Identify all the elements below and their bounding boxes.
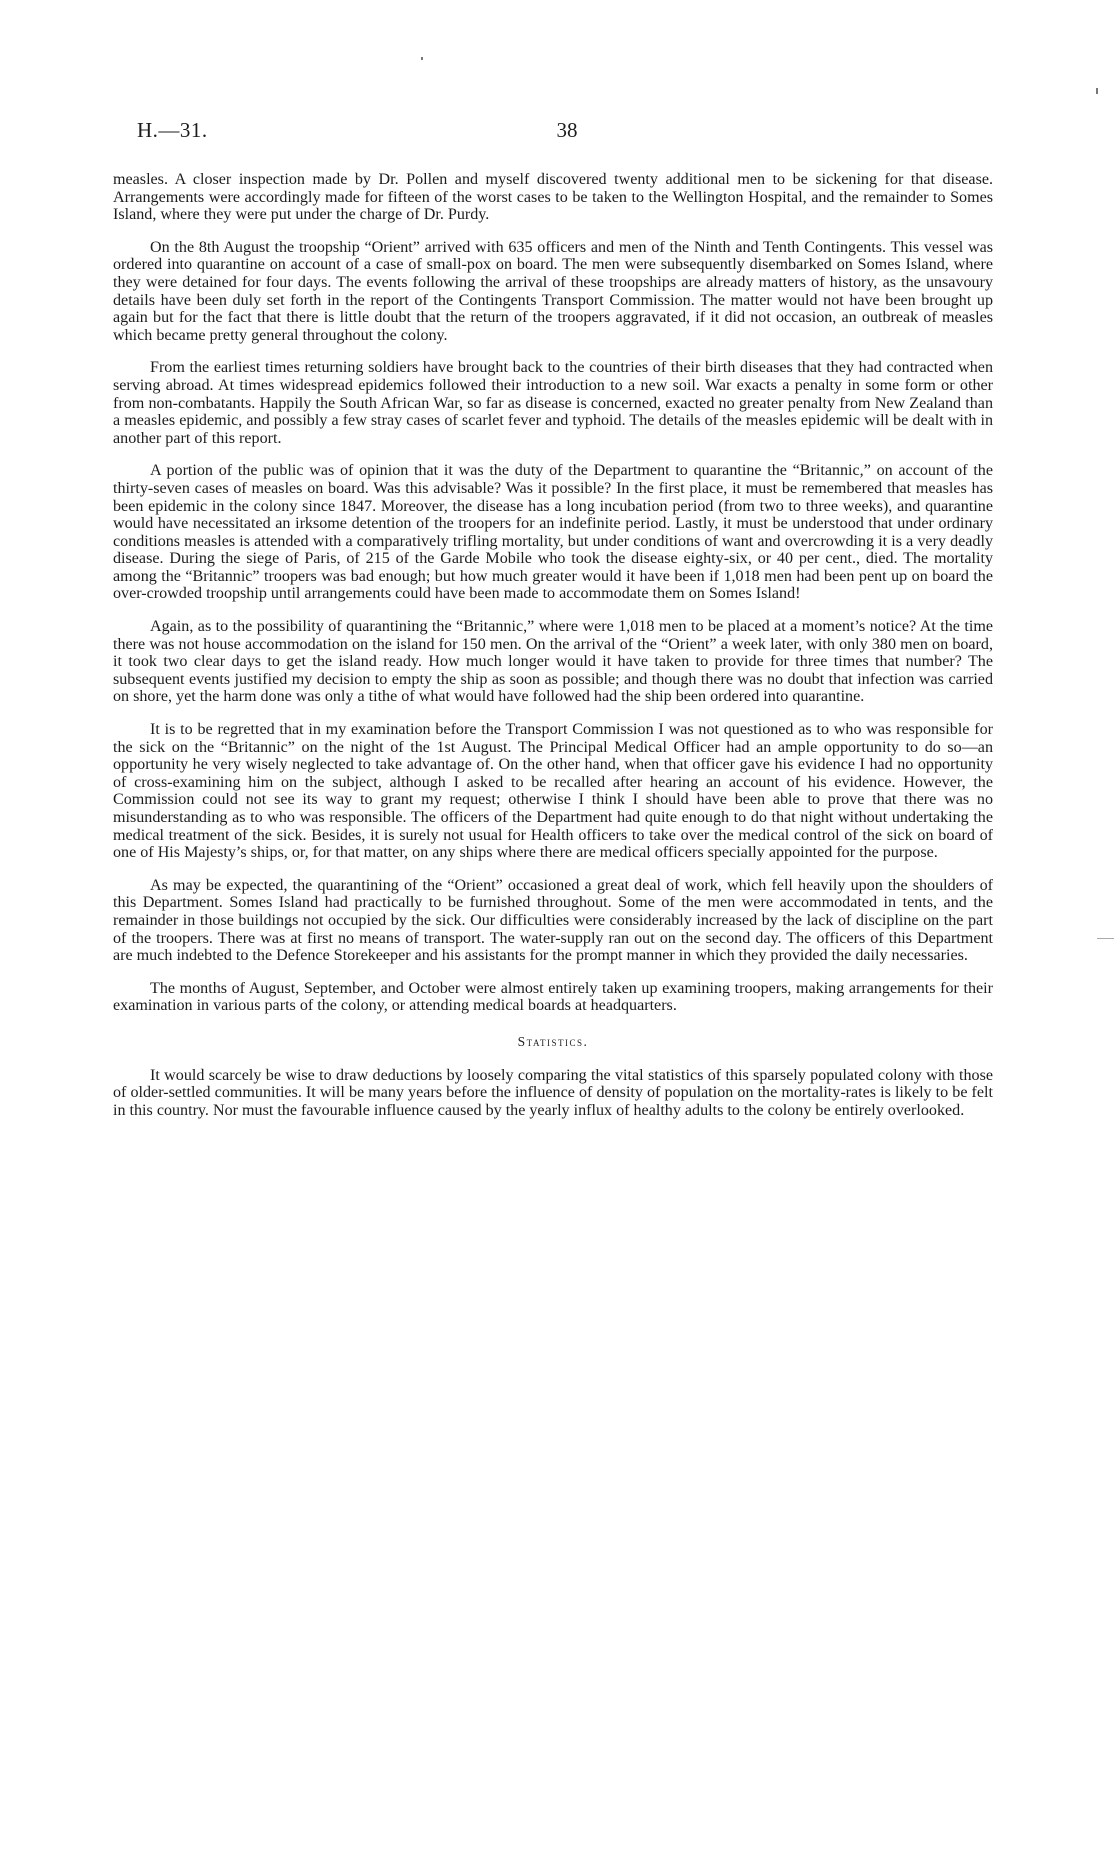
- paragraph-transport-commission: It is to be regretted that in my examination before the Transport Commission I was not questioned as to who was responsible for the sick on the “Britannic” on the night of the 1st August. The Principal Medical Officer had an ample opportunity to do so—an opportunity he very wisely neglected to take advantage of. On the other hand, when that officer gave his evidence I had no opportunity of cross-examining him on the subject, although I asked to be recalled after hearing an account of his evidence. However, the Commission could not see its way to grant my request; otherwise I think I should have been able to prove that there was no misunderstanding as to who was responsible. The officers of the Department had quite enough to do that night without undertaking the medical treatment of the sick. Besides, it is surely not usual for Health officers to take over the medical control of the sick on board of one of His Majesty’s ships, or, for that matter, on any ships where there are medical officers specially appointed for the purpose.: [113, 721, 993, 862]
- paragraph-orient-quarantine: As may be expected, the quarantining of the “Orient” occasioned a great deal of work, which fell heavily upon the shoulders of this Department. Somes Island had practically to be furnished throughout. Some of the men were accommodated in tents, and the remainder in those buildings not occupied by the sick. Our difficulties were considerably increased by the lack of discipline on the part of the troopers. There was at first no means of transport. The water-supply ran out on the second day. The officers of this Department are much indebted to the Defence Storekeeper and his assistants for the prompt manner in which they provided the daily necessaries.: [113, 876, 993, 965]
- paragraph-examinations: The months of August, September, and October were almost entirely taken up examining troopers, making arrangements for their examination in various parts of the colony, or attending medical boards at headquarters.: [113, 979, 993, 1015]
- paragraph-continuation: measles. A closer inspection made by Dr. Pollen and myself discovered twenty additional men to be sickening for that disease. Arrangements were accordingly made for fifteen of the worst cases to be taken to the Wellington Hospital, and the remainder to Somes Island, where they were put under the charge of Dr. Purdy.: [113, 171, 993, 224]
- body-text: [113, 171, 993, 1134]
- scan-speck: [421, 57, 423, 60]
- section-heading-statistics: Statistics.: [517, 1033, 589, 1049]
- paragraph-orient-arrival: On the 8th August the troopship “Orient” arrived with 635 officers and men of the Ninth and Tenth Contingents. This vessel was ordered into quarantine on account of a case of small-pox on board. The men were subsequently disembarked on Somes Island, where they were detained for four days. The events following the arrival of these troopships are already matters of history, as the unsavoury details have been duly set forth in the report of the Contingents Transport Commission. The matter would not have been brought up again but for the fact that there is little doubt that the return of the troopers aggravated, if it did not occasion, an outbreak of measles which became pretty general throughout the colony.: [113, 238, 993, 344]
- scan-margin-mark: [1097, 938, 1114, 939]
- paragraph-quarantine-opinion: A portion of the public was of opinion that it was the duty of the Department to quarantine the “Britannic,” on account of the thirty-seven cases of measles on board. Was this advisable? Was it possible? In the first place, it must be remembered that measles has been epidemic in the colony since 1847. Moreover, the disease has a long incubation period (from two to three weeks), and quarantine would have necessitated an irksome detention of the troopers for an indefinite period. Lastly, it must be understood that under ordinary conditions measles is attended with a comparatively trifling mortality, but under conditions of want and overcrowding it is a very deadly disease. During the siege of Paris, of 215 of the Garde Mobile who took the disease eighty-six, or 40 per cent., died. The mortality among the “Britannic” troopers was bad enough; but how much greater would it have been if 1,018 men had been pent up on board the over-crowded troopship until arrangements could have been made to accommodate them on Somes Island!: [113, 462, 993, 603]
- paragraph-statistics: It would scarcely be wise to draw deductions by loosely comparing the vital statistics of this sparsely populated colony with those of older-settled communities. It will be many years before the influence of density of population on the mortality-rates is likely to be felt in this country. Nor must the favourable influence caused by the yearly influx of healthy adults to the colony be entirely overlooked.: [113, 1066, 993, 1119]
- scan-speck: [1096, 88, 1098, 94]
- paragraph-returning-soldiers: From the earliest times returning soldiers have brought back to the countries of their birth diseases that they had contracted when serving abroad. At times widespread epidemics followed their introduction to a new soil. War exacts a penalty in some form or other from non-combatants. Happily the South African War, so far as disease is concerned, exacted no greater penalty from New Zealand than a measles epidemic, and possibly a few stray cases of scarlet fever and typhoid. The details of the measles epidemic will be dealt with in another part of this report.: [113, 359, 993, 447]
- paragraph-quarantine-possibility: Again, as to the possibility of quarantining the “Britannic,” where were 1,018 men to be placed at a moment’s notice? At the time there was not house accommodation on the island for 150 men. On the arrival of the “Orient” a week later, with only 380 men on board, it took two clear days to get the island ready. How much longer would it have taken to provide for three times that number? The subsequent events justified my decision to empty the ship as soon as possible; and though there was no doubt that infection was carried on shore, yet the harm done was only a tithe of what would have followed had the ship been ordered into quarantine.: [113, 618, 993, 706]
- document-reference: H.—31.: [137, 118, 208, 142]
- page-number: 38: [556, 118, 578, 142]
- page-header: [137, 118, 997, 150]
